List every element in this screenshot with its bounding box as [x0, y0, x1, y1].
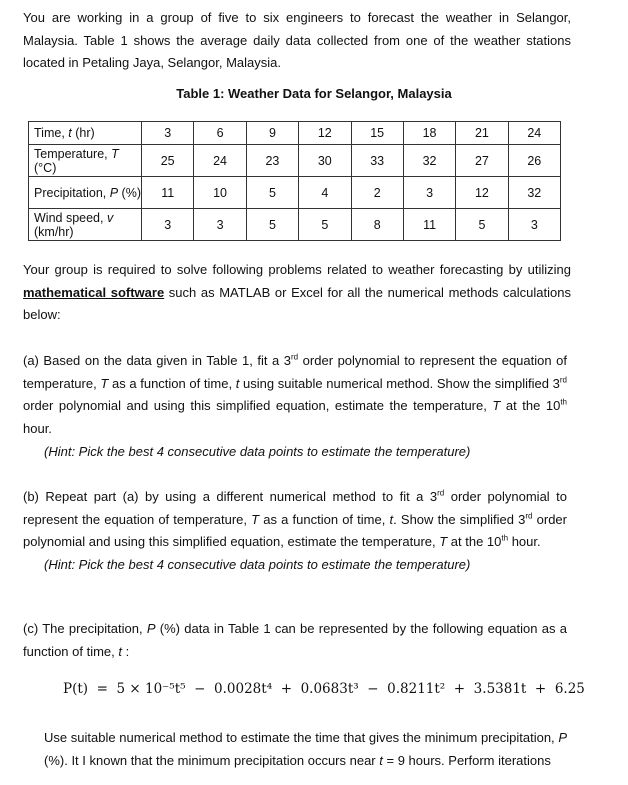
- qa-text: order polynomial to represent the equation of temperature,: [23, 353, 567, 391]
- qc-var: P: [146, 621, 156, 636]
- table-row: [29, 209, 561, 241]
- qa-text: order polynomial and using this simplified equation, estimate the temperature,: [23, 398, 493, 414]
- table-cell: 5: [299, 209, 351, 241]
- qc-follow-text: = 9 hours. Perform iterations: [382, 752, 551, 768]
- row-label-var: T: [111, 146, 119, 161]
- qa-text: using suitable numerical method. Show the simplified 3: [239, 375, 560, 391]
- table-cell: 3: [508, 209, 560, 241]
- table-cell: 3: [142, 209, 194, 241]
- table-cell: 23: [246, 145, 298, 177]
- qa-text: as a function of time,: [108, 375, 236, 391]
- table-cell: 5: [456, 209, 508, 241]
- qb-lead: (b) Repeat part (a) by using a different numerical method to fit a 3: [23, 489, 438, 504]
- qa-text: at the 10: [500, 398, 561, 414]
- qb-sup: rd: [437, 488, 445, 498]
- table-cell: 3: [194, 209, 246, 241]
- instruction-paragraph: [23, 259, 571, 327]
- table-row: [29, 145, 561, 177]
- qb-text: order polynomial and using this simplified equation, estimate the temperature,: [23, 511, 567, 550]
- qc-follow-text: Use suitable numerical method to estimate the time that gives the minimum precipitation,: [44, 730, 559, 745]
- row-label-var: t: [68, 126, 72, 140]
- qa-hint: (Hint: Pick the best 4 consecutive data points to estimate the temperature): [44, 443, 471, 459]
- table-cell: 11: [142, 177, 194, 209]
- qa-lead: (a) Based on the data given in Table 1, fit a 3: [23, 353, 292, 368]
- weather-data-table: [28, 121, 561, 241]
- table-cell: 12: [299, 122, 351, 145]
- qa-var: T: [492, 398, 501, 414]
- qb-text: . Show the simplified 3: [393, 511, 526, 527]
- table-cell: 26: [508, 145, 560, 177]
- qc-var: t: [118, 643, 123, 659]
- question-b: [23, 486, 567, 577]
- row-label-unit: (hr): [71, 126, 95, 140]
- row-label-text: Wind speed,: [34, 210, 107, 225]
- table-row: [29, 177, 561, 209]
- table-cell: 12: [456, 177, 508, 209]
- instruction-text: Your group is required to solve following problems related to weather forecasting by utilizing: [23, 262, 571, 277]
- table-cell: 18: [403, 122, 455, 145]
- qb-text: hour.: [508, 534, 541, 550]
- qa-sup: rd: [291, 352, 299, 362]
- table-cell: 3: [142, 122, 194, 145]
- qa-sup: th: [560, 398, 567, 408]
- qb-text: at the 10: [447, 534, 502, 550]
- qc-text: :: [122, 643, 130, 659]
- question-c-followup: [23, 727, 567, 772]
- qc-follow-var: P: [558, 730, 567, 745]
- qb-text: as a function of time,: [259, 511, 390, 527]
- qa-sup: rd: [559, 375, 567, 385]
- question-c: [23, 618, 567, 663]
- qc-follow-var: t: [379, 752, 383, 768]
- row-label: [29, 145, 142, 177]
- qb-var: T: [439, 534, 448, 550]
- row-label-unit: (km/hr): [34, 224, 74, 239]
- row-label-text: Precipitation,: [34, 185, 110, 200]
- question-a: [23, 350, 567, 464]
- table-caption: Table 1: Weather Data for Selangor, Malaysia: [176, 86, 452, 101]
- row-label-text: Time,: [34, 126, 69, 140]
- instruction-text-end: such as MATLAB or Excel for all the numerical methods calculations below:: [23, 284, 571, 322]
- qb-var: T: [251, 511, 260, 527]
- table-cell: 32: [403, 145, 455, 177]
- intro-paragraph: You are working in a group of five to six engineers to forecast the weather in Selangor, Malaysia. Table 1 shows the average daily data collected from one of the weather stations located in Petaling Jaya, Selangor, Malaysia.: [23, 10, 571, 70]
- qb-var: t: [389, 511, 394, 527]
- qc-follow-text: (%). It I known that the minimum precipitation occurs near: [44, 752, 380, 768]
- table-cell: 8: [351, 209, 403, 241]
- table-cell: 10: [194, 177, 246, 209]
- qa-text: hour.: [23, 421, 52, 437]
- qb-text: order polynomial to represent the equation of temperature,: [23, 489, 567, 527]
- table-cell: 27: [456, 145, 508, 177]
- table-cell: 4: [299, 177, 351, 209]
- table-cell: 2: [351, 177, 403, 209]
- precipitation-equation: P(t) = 5 × 10⁻⁵t⁵ − 0.0028t⁴ + 0.0683t³ − 0.8211t² + 3.5381t + 6.25: [63, 681, 585, 697]
- table-cell: 5: [246, 209, 298, 241]
- row-label-unit: (%): [118, 185, 141, 200]
- row-label-var: v: [106, 210, 114, 225]
- qc-text: (%) data in Table 1 can be represented by the following equation as a function of time,: [23, 621, 567, 659]
- table-cell: 24: [194, 145, 246, 177]
- qb-hint: (Hint: Pick the best 4 consecutive data points to estimate the temperature): [44, 557, 471, 573]
- row-label-var: P: [109, 185, 119, 200]
- table-cell: 15: [351, 122, 403, 145]
- table-cell: 3: [403, 177, 455, 209]
- table-cell: 32: [508, 177, 560, 209]
- qc-followup-body: [23, 727, 567, 772]
- table-cell: 25: [142, 145, 194, 177]
- table-cell: 33: [351, 145, 403, 177]
- qa-var: t: [235, 375, 240, 391]
- table-row: [29, 122, 561, 145]
- table-cell: 9: [246, 122, 298, 145]
- row-label: [29, 122, 142, 145]
- table-cell: 6: [194, 122, 246, 145]
- table-cell: 21: [456, 122, 508, 145]
- qb-sup: th: [501, 534, 509, 544]
- qa-var: T: [100, 375, 109, 391]
- table-cell: 5: [246, 177, 298, 209]
- table-cell: 30: [299, 145, 351, 177]
- table-cell: 24: [508, 122, 560, 145]
- row-label-text: Temperature,: [34, 146, 112, 161]
- qb-sup: rd: [525, 511, 533, 521]
- row-label: [29, 209, 142, 241]
- qc-lead: (c) The precipitation,: [23, 621, 147, 636]
- table-cell: 11: [403, 209, 455, 241]
- row-label-unit: (°C): [34, 160, 57, 175]
- emphasis-text: mathematical software: [23, 284, 165, 300]
- row-label: [29, 177, 142, 209]
